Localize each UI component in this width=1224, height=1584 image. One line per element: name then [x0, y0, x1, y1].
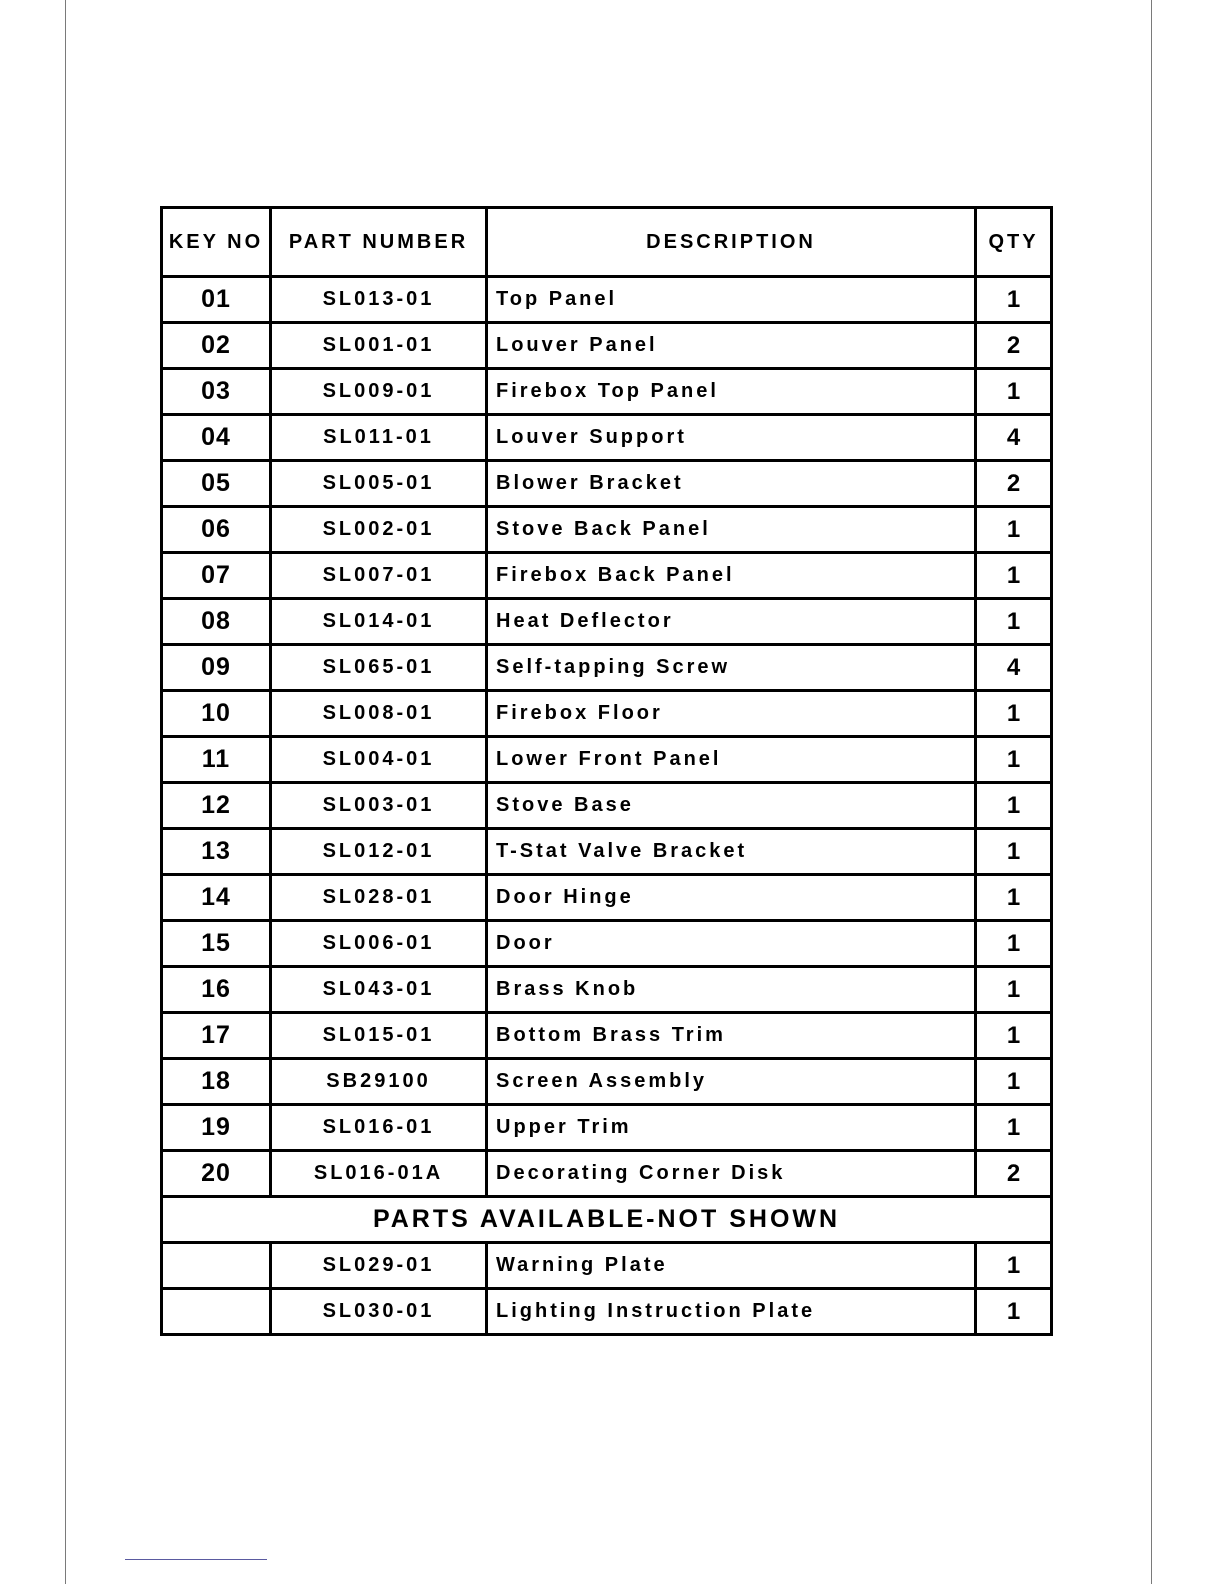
part-number-cell: SL005-01 [271, 461, 487, 507]
table-row [162, 1059, 1052, 1105]
part-number-cell: SL008-01 [271, 691, 487, 737]
key-no-cell: 20 [162, 1151, 271, 1197]
parts-body [162, 277, 1052, 1335]
qty-cell: 1 [976, 1289, 1052, 1335]
part-number-cell: SL004-01 [271, 737, 487, 783]
qty-cell: 2 [976, 461, 1052, 507]
part-number-cell: SL028-01 [271, 875, 487, 921]
page-right-edge [1151, 0, 1152, 1584]
part-number-cell: SL065-01 [271, 645, 487, 691]
key-no-cell: 14 [162, 875, 271, 921]
qty-cell: 1 [976, 691, 1052, 737]
table-row [162, 1289, 1052, 1335]
table-row [162, 1243, 1052, 1289]
key-no-cell: 02 [162, 323, 271, 369]
qty-cell: 1 [976, 967, 1052, 1013]
qty-cell: 1 [976, 1243, 1052, 1289]
qty-cell: 1 [976, 1059, 1052, 1105]
key-no-cell: 06 [162, 507, 271, 553]
header-qty: QTY [976, 208, 1052, 277]
table-row [162, 967, 1052, 1013]
key-no-cell: 08 [162, 599, 271, 645]
table-row [162, 369, 1052, 415]
part-number-cell: SL001-01 [271, 323, 487, 369]
table-row [162, 323, 1052, 369]
description-cell: Lower Front Panel [487, 737, 976, 783]
table-row [162, 875, 1052, 921]
part-number-cell: SL016-01A [271, 1151, 487, 1197]
description-cell: Louver Panel [487, 323, 976, 369]
table-row [162, 507, 1052, 553]
qty-cell: 1 [976, 921, 1052, 967]
qty-cell: 1 [976, 599, 1052, 645]
table-row [162, 461, 1052, 507]
description-cell: Door [487, 921, 976, 967]
part-number-cell: SL014-01 [271, 599, 487, 645]
key-no-cell: 18 [162, 1059, 271, 1105]
part-number-cell: SL003-01 [271, 783, 487, 829]
table-row [162, 737, 1052, 783]
key-no-cell: 13 [162, 829, 271, 875]
part-number-cell: SL012-01 [271, 829, 487, 875]
description-cell: Firebox Top Panel [487, 369, 976, 415]
key-no-cell: 11 [162, 737, 271, 783]
description-cell: Brass Knob [487, 967, 976, 1013]
qty-cell: 1 [976, 783, 1052, 829]
page-left-edge [65, 0, 66, 1584]
part-number-cell: SL030-01 [271, 1289, 487, 1335]
qty-cell: 2 [976, 323, 1052, 369]
description-cell: Heat Deflector [487, 599, 976, 645]
header-description: DESCRIPTION [487, 208, 976, 277]
description-cell: Decorating Corner Disk [487, 1151, 976, 1197]
description-cell: Firebox Back Panel [487, 553, 976, 599]
key-no-cell [162, 1243, 271, 1289]
key-no-cell: 15 [162, 921, 271, 967]
description-cell: Door Hinge [487, 875, 976, 921]
table-row [162, 599, 1052, 645]
footnote-rule [125, 1559, 267, 1560]
qty-cell: 2 [976, 1151, 1052, 1197]
key-no-cell: 12 [162, 783, 271, 829]
part-number-cell: SL015-01 [271, 1013, 487, 1059]
table-header-row [162, 208, 1052, 277]
table-row [162, 921, 1052, 967]
key-no-cell: 03 [162, 369, 271, 415]
key-no-cell: 04 [162, 415, 271, 461]
description-cell: Stove Base [487, 783, 976, 829]
key-no-cell: 07 [162, 553, 271, 599]
part-number-cell: SL043-01 [271, 967, 487, 1013]
key-no-cell: 05 [162, 461, 271, 507]
section-row [162, 1197, 1052, 1243]
qty-cell: 1 [976, 737, 1052, 783]
part-number-cell: SL009-01 [271, 369, 487, 415]
key-no-cell: 09 [162, 645, 271, 691]
key-no-cell: 01 [162, 277, 271, 323]
key-no-cell: 17 [162, 1013, 271, 1059]
part-number-cell: SL029-01 [271, 1243, 487, 1289]
header-part-number: PART NUMBER [271, 208, 487, 277]
part-number-cell: SL013-01 [271, 277, 487, 323]
part-number-cell: SL006-01 [271, 921, 487, 967]
qty-cell: 1 [976, 1105, 1052, 1151]
key-no-cell: 19 [162, 1105, 271, 1151]
part-number-cell: SL002-01 [271, 507, 487, 553]
qty-cell: 1 [976, 553, 1052, 599]
header-key-no: KEY NO [162, 208, 271, 277]
qty-cell: 1 [976, 875, 1052, 921]
description-cell: Upper Trim [487, 1105, 976, 1151]
table-row [162, 1013, 1052, 1059]
table-row [162, 553, 1052, 599]
description-cell: Screen Assembly [487, 1059, 976, 1105]
table-row [162, 645, 1052, 691]
parts-list-table [160, 206, 1053, 1336]
description-cell: Blower Bracket [487, 461, 976, 507]
description-cell: Bottom Brass Trim [487, 1013, 976, 1059]
qty-cell: 4 [976, 645, 1052, 691]
table-row [162, 783, 1052, 829]
table-row [162, 829, 1052, 875]
description-cell: Stove Back Panel [487, 507, 976, 553]
key-no-cell: 10 [162, 691, 271, 737]
part-number-cell: SL016-01 [271, 1105, 487, 1151]
key-no-cell [162, 1289, 271, 1335]
part-number-cell: SB29100 [271, 1059, 487, 1105]
description-cell: Firebox Floor [487, 691, 976, 737]
description-cell: Lighting Instruction Plate [487, 1289, 976, 1335]
qty-cell: 4 [976, 415, 1052, 461]
table-row [162, 691, 1052, 737]
table-row [162, 1151, 1052, 1197]
table-row [162, 277, 1052, 323]
qty-cell: 1 [976, 829, 1052, 875]
table-row [162, 1105, 1052, 1151]
part-number-cell: SL011-01 [271, 415, 487, 461]
key-no-cell: 16 [162, 967, 271, 1013]
part-number-cell: SL007-01 [271, 553, 487, 599]
table-row [162, 415, 1052, 461]
description-cell: Louver Support [487, 415, 976, 461]
description-cell: Top Panel [487, 277, 976, 323]
description-cell: T-Stat Valve Bracket [487, 829, 976, 875]
qty-cell: 1 [976, 507, 1052, 553]
qty-cell: 1 [976, 277, 1052, 323]
description-cell: Self-tapping Screw [487, 645, 976, 691]
qty-cell: 1 [976, 369, 1052, 415]
description-cell: Warning Plate [487, 1243, 976, 1289]
qty-cell: 1 [976, 1013, 1052, 1059]
section-title: PARTS AVAILABLE-NOT SHOWN [162, 1197, 1052, 1243]
